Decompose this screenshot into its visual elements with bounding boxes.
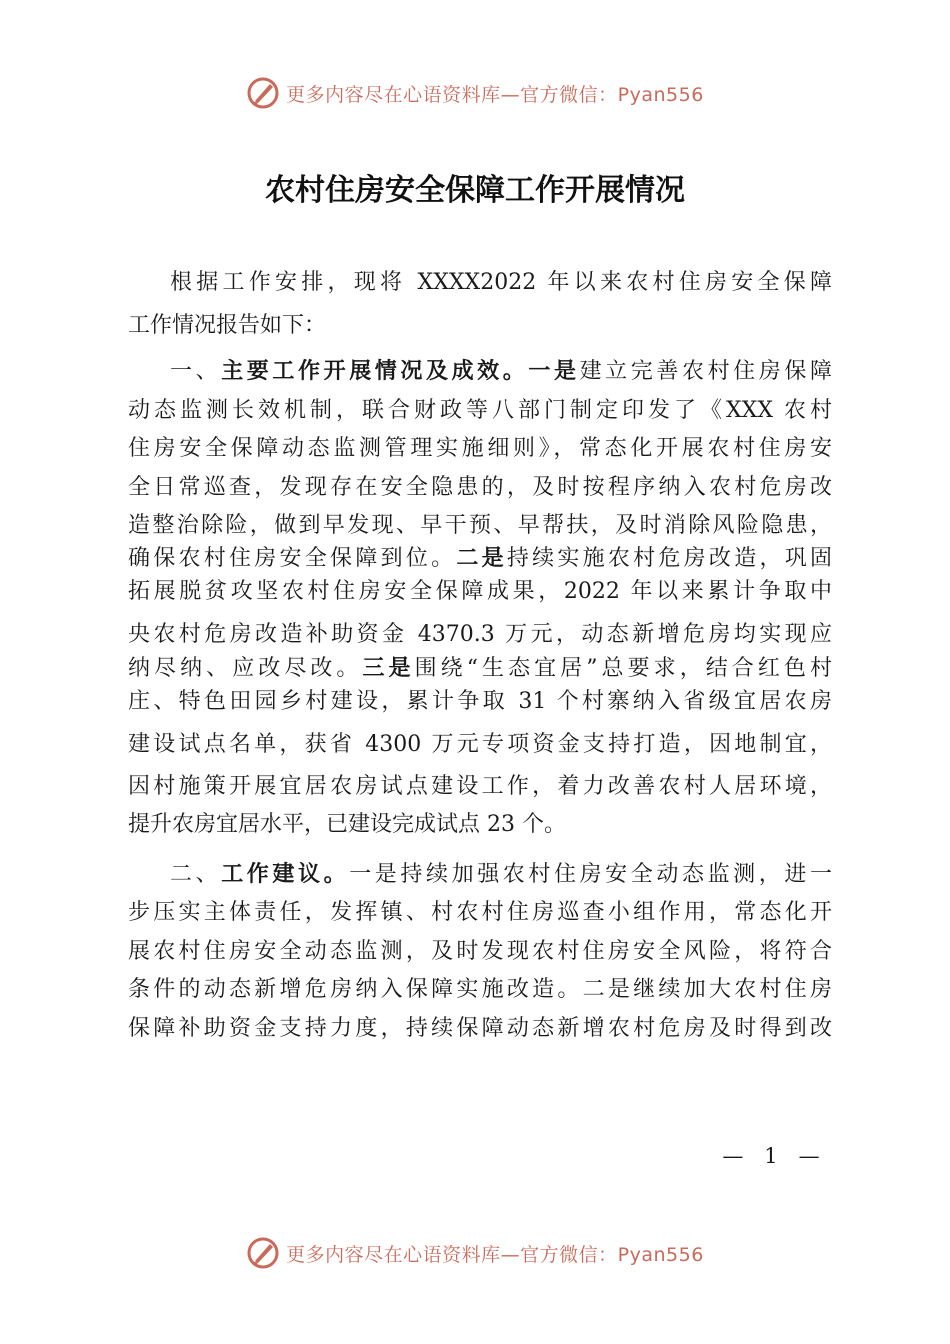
section1-marker-1: 一是: [528, 359, 580, 384]
watermark-text: 更多内容尽在心语资料库—官方微信：Pyan556: [286, 83, 704, 106]
document-title: 农村住房安全保障工作开展情况: [265, 173, 685, 208]
section2-line1-text: 一是持续加强农村住房安全动态监测，进一: [349, 862, 832, 887]
section1-marker-3: 三是: [362, 656, 415, 681]
section1-line9-a: 纳尽纳、应改尽改。: [128, 656, 363, 681]
brush-logo-icon: [246, 76, 280, 110]
section2-prefix: 二、: [170, 862, 222, 887]
section2-line-5: 保障补助资金支持力度，持续保障动态新增农村危房及时得到改: [128, 1016, 832, 1041]
section1-line9-b: 围绕“生态宜居”总要求，结合红色村: [414, 656, 832, 681]
section2-line-1: [170, 860, 832, 890]
section1-line-13: 提升农房宜居水平，已建设完成试点 23 个。: [128, 812, 566, 837]
section1-line-7: 拓展脱贫攻坚农村住房安全保障成果，2022 年以来累计争取中: [128, 579, 832, 604]
watermark-text: 更多内容尽在心语资料库—官方微信：Pyan556: [286, 1243, 704, 1266]
brush-logo-icon: [246, 1236, 280, 1270]
page-number: — 1 —: [722, 1144, 820, 1168]
section1-line-2: 动态监测长效机制，联合财政等八部门制定印发了《XXX 农村: [128, 398, 832, 423]
watermark-footer: [0, 1233, 950, 1273]
intro-line-1: 根据工作安排，现将 XXXX2022 年以来农村住房安全保障: [170, 270, 832, 295]
watermark-header: [0, 73, 950, 113]
section2-line-2: 步压实主体责任，发挥镇、村农村住房巡查小组作用，常态化开: [128, 900, 832, 925]
section1-line-11: 建设试点名单，获省 4300 万元专项资金支持打造，因地制宜，: [128, 732, 832, 757]
section1-heading: 主要工作开展情况及成效。: [221, 359, 529, 384]
section1-line-6: [128, 544, 832, 574]
intro-line-2: 工作情况报告如下：: [128, 313, 327, 338]
section1-marker-2: 二是: [456, 546, 507, 571]
section1-line-10: 庄、特色田园乡村建设，累计争取 31 个村寨纳入省级宜居农房: [128, 689, 832, 714]
section1-prefix: 一、: [170, 359, 222, 384]
section1-line-12: 因村施策开展宜居农房试点建设工作，着力改善农村人居环境，: [128, 774, 832, 799]
section1-line-8: 央农村危房改造补助资金 4370.3 万元，动态新增危房均实现应: [128, 622, 832, 647]
section1-line-5: 造整治除险，做到早发现、早干预、早帮扶，及时消除风险隐患，: [128, 513, 832, 538]
section1-line-1: [170, 357, 832, 387]
section1-line-4: 全日常巡查，发现存在安全隐患的，及时按程序纳入农村危房改: [128, 475, 832, 500]
section2-heading: 工作建议。: [221, 862, 350, 887]
section2-line-4: 条件的动态新增危房纳入保障实施改造。二是继续加大农村住房: [128, 977, 832, 1002]
section1-line6-a: 确保农村住房安全保障到位。: [128, 546, 457, 571]
section1-line-9: [128, 654, 832, 684]
section1-line-3: 住房安全保障动态监测管理实施细则》，常态化开展农村住房安: [128, 436, 832, 461]
section2-line-3: 展农村住房安全动态监测，及时发现农村住房安全风险，将符合: [128, 939, 832, 964]
section1-line6-b: 持续实施农村危房改造，巩固: [506, 546, 832, 571]
section1-line1-text: 建立完善农村住房保障: [579, 359, 832, 384]
